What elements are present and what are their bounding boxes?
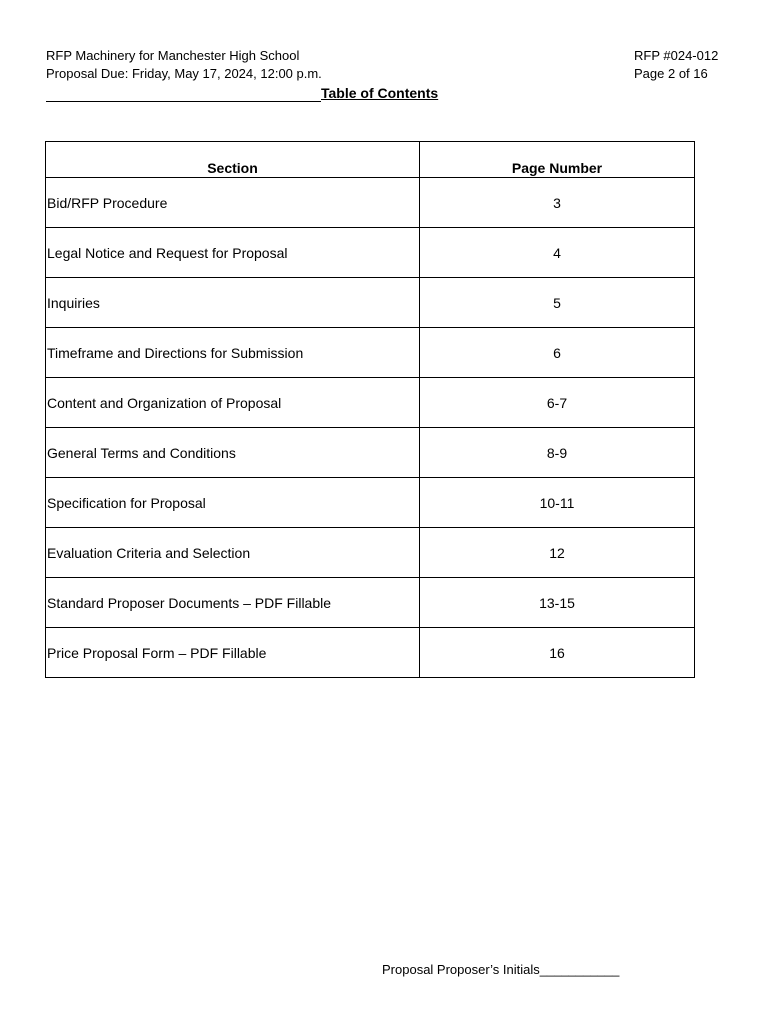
table-row <box>46 228 695 278</box>
page-number-cell: 4 <box>420 228 695 278</box>
table-row <box>46 428 695 478</box>
header-project-title: RFP Machinery for Manchester High School <box>46 48 300 63</box>
table-of-contents <box>45 141 695 678</box>
table-row <box>46 278 695 328</box>
section-cell: General Terms and Conditions <box>46 428 420 478</box>
document-header-right <box>634 47 718 83</box>
page-title: Table of Contents <box>321 85 439 101</box>
table-row <box>46 578 695 628</box>
page-number-cell: 3 <box>420 178 695 228</box>
section-cell: Inquiries <box>46 278 420 328</box>
table-row <box>46 628 695 678</box>
page-number-cell: 13-15 <box>420 578 695 628</box>
table-row <box>46 178 695 228</box>
table-header-row <box>46 142 695 178</box>
table-row <box>46 378 695 428</box>
column-header-page-number: Page Number <box>420 142 695 178</box>
proposer-initials-footer: Proposal Proposer’s Initials___________ <box>382 962 620 977</box>
section-cell: Content and Organization of Proposal <box>46 378 420 428</box>
section-cell: Timeframe and Directions for Submission <box>46 328 420 378</box>
header-page-number: Page 2 of 16 <box>634 66 708 81</box>
header-rfp-number: RFP #024-012 <box>634 48 719 63</box>
table-row <box>46 528 695 578</box>
section-cell: Standard Proposer Documents – PDF Fillable <box>46 578 420 628</box>
page-number-cell: 6 <box>420 328 695 378</box>
column-header-section: Section <box>46 142 420 178</box>
page-number-cell: 8-9 <box>420 428 695 478</box>
section-cell: Price Proposal Form – PDF Fillable <box>46 628 420 678</box>
page-number-cell: 16 <box>420 628 695 678</box>
header-divider <box>46 101 321 102</box>
section-cell: Specification for Proposal <box>46 478 420 528</box>
page-number-cell: 5 <box>420 278 695 328</box>
page-number-cell: 6-7 <box>420 378 695 428</box>
page-number-cell: 10-11 <box>420 478 695 528</box>
section-cell: Evaluation Criteria and Selection <box>46 528 420 578</box>
header-due-date: Proposal Due: Friday, May 17, 2024, 12:00 p.m. <box>46 66 322 81</box>
document-header-left <box>46 47 322 83</box>
table-row <box>46 328 695 378</box>
section-cell: Bid/RFP Procedure <box>46 178 420 228</box>
table-row <box>46 478 695 528</box>
section-cell: Legal Notice and Request for Proposal <box>46 228 420 278</box>
page-number-cell: 12 <box>420 528 695 578</box>
